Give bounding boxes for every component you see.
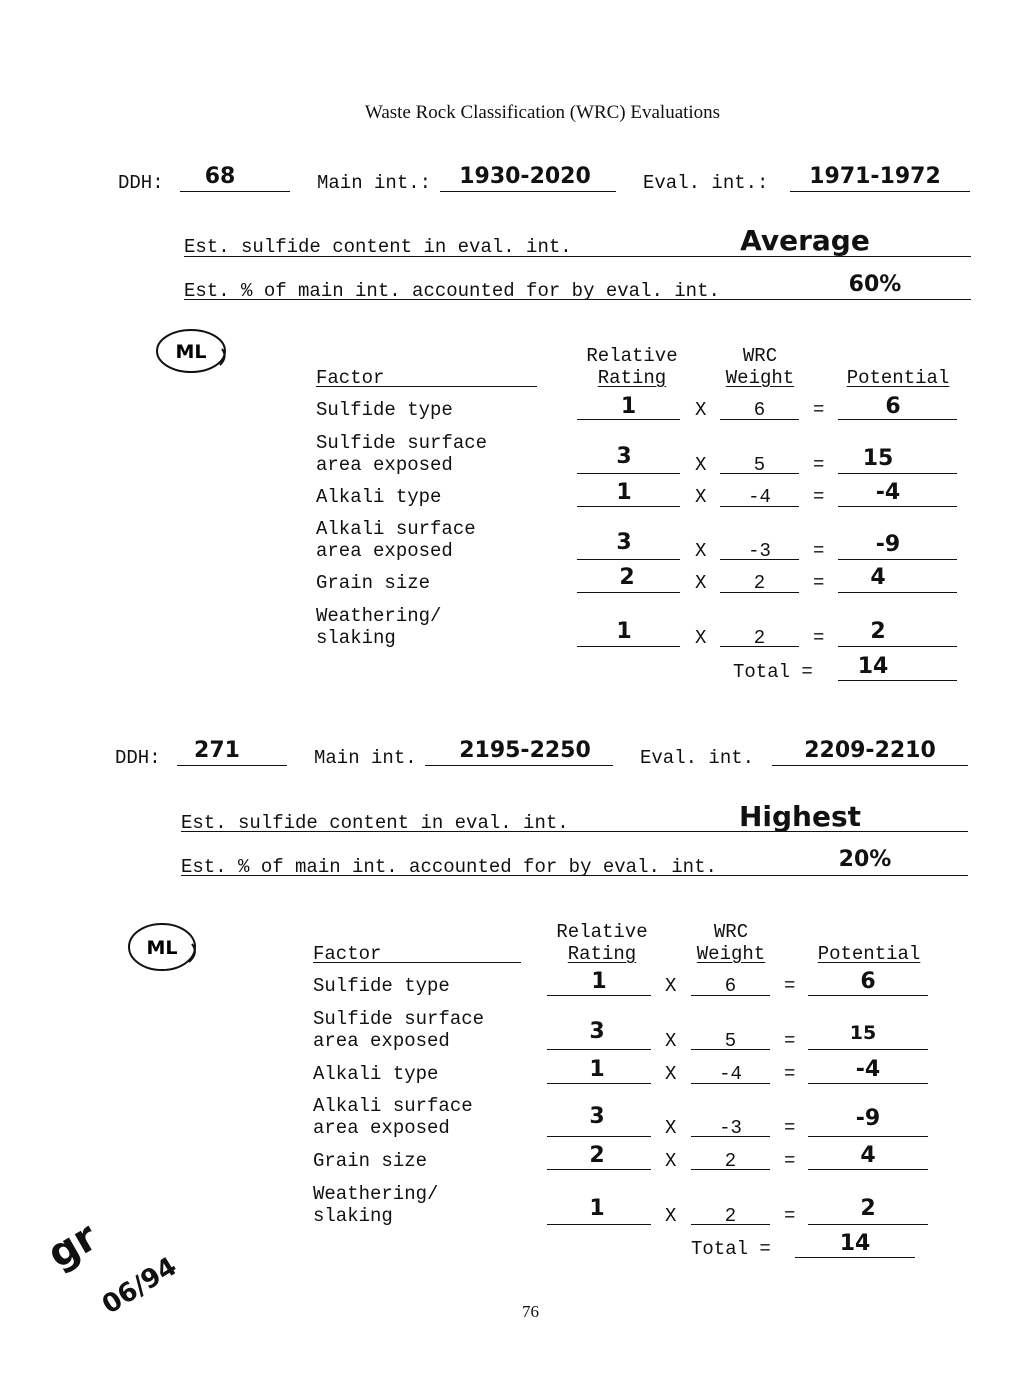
sulfide-content-label: Est. sulfide content in eval. int. [181,812,569,834]
rating-value: 1 [589,1196,605,1221]
times-sign: X [665,1063,677,1085]
header-rating: Rating [597,367,667,389]
ml-stamp [122,918,212,976]
equals-sign: = [813,454,825,476]
factor-label: Sulfide surface [313,1008,485,1030]
header-weight: Weight [696,943,766,965]
times-sign: X [665,1117,677,1139]
factor-label: area exposed [313,1117,450,1139]
times-sign: X [695,627,707,649]
weight-value: -3 [719,1117,742,1139]
weight-value: 5 [724,1030,737,1052]
factor-label: Alkali surface [316,518,476,540]
weight-value: 2 [724,1205,737,1227]
equals-sign: = [784,1117,796,1139]
page-number: 76 [522,1302,539,1321]
weight-value: 6 [753,399,766,421]
header-weight: Weight [725,367,795,389]
rating-value: 3 [589,1019,605,1044]
total-label: Total = [733,661,813,683]
total-value: 14 [857,654,889,679]
potential-value: -9 [875,532,901,557]
eval-int-label: Eval. int.: [643,172,769,194]
times-sign: X [695,399,707,421]
factor-label: Grain size [316,572,431,594]
factor-label: Alkali type [316,486,442,508]
times-sign: X [695,454,707,476]
factor-label: Sulfide type [316,399,453,421]
pct-main-value: 60% [848,272,902,297]
ddh-value: 271 [194,738,240,763]
potential-value: 4 [870,565,886,590]
main-int-label: Main int. [314,747,417,769]
equals-sign: = [784,1030,796,1052]
sulfide-content-value: Average [740,224,870,257]
times-sign: X [665,1030,677,1052]
weight-value: 2 [753,627,766,649]
main-int-value: 2195-2250 [459,738,591,763]
equals-sign: = [784,975,796,997]
times-sign: X [665,1150,677,1172]
header-relative: Relative [586,345,678,367]
pct-main-label: Est. % of main int. accounted for by eval. int. [181,856,717,878]
potential-value: 4 [860,1143,876,1168]
factor-label: area exposed [316,454,453,476]
header-relative: Relative [556,921,648,943]
rating-value: 3 [616,444,632,469]
weight-value: -4 [719,1063,742,1085]
weight-value: -4 [748,486,771,508]
factor-label: area exposed [313,1030,450,1052]
equals-sign: = [813,540,825,562]
header-potential: Potential [817,943,921,965]
page-title: Waste Rock Classification (WRC) Evaluations [364,102,721,123]
potential-value: 15 [849,1022,877,1044]
weight-value: -3 [748,540,771,562]
pct-main-value: 20% [838,847,892,872]
factor-label: area exposed [316,540,453,562]
eval-int-label: Eval. int. [640,747,755,769]
equals-sign: = [813,627,825,649]
header-factor: Factor [313,943,382,965]
times-sign: X [695,486,707,508]
factor-label: Alkali surface [313,1095,473,1117]
rating-value: 3 [616,530,632,555]
ml-stamp-text: ML [146,937,178,959]
factor-label: Sulfide surface [316,432,488,454]
weight-value: 2 [753,572,766,594]
rating-value: 3 [589,1104,605,1129]
header-wrc: WRC [713,921,749,943]
potential-value: 15 [862,446,894,471]
factor-label: Weathering/ [316,605,442,627]
equals-sign: = [813,399,825,421]
main-int-label: Main int.: [317,172,432,194]
times-sign: X [695,572,707,594]
ddh-label: DDH: [118,172,164,194]
ml-stamp-text: ML [175,341,207,363]
times-sign: X [665,1205,677,1227]
times-sign: X [665,975,677,997]
header-wrc: WRC [742,345,778,367]
potential-value: -9 [855,1106,881,1131]
total-value: 14 [839,1231,871,1256]
ddh-label: DDH: [115,747,161,769]
initials-mark: gr [40,1213,105,1278]
factor-label: Alkali type [313,1063,439,1085]
initials-date: 06/94 [97,1251,183,1321]
weight-value: 6 [724,975,737,997]
header-rating: Rating [567,943,637,965]
equals-sign: = [813,572,825,594]
factor-label: slaking [316,627,396,649]
main-int-value: 1930-2020 [459,164,591,189]
rating-value: 1 [591,969,607,994]
rating-value: 1 [616,619,632,644]
weight-value: 5 [753,454,766,476]
equals-sign: = [784,1150,796,1172]
sulfide-content-label: Est. sulfide content in eval. int. [184,236,572,258]
rating-value: 1 [589,1057,605,1082]
ml-stamp [150,325,240,379]
factor-label: slaking [313,1205,393,1227]
equals-sign: = [813,486,825,508]
eval-int-value: 2209-2210 [804,738,936,763]
potential-value: 2 [870,619,886,644]
rating-value: 1 [616,480,632,505]
ddh-value: 68 [204,164,236,189]
equals-sign: = [784,1205,796,1227]
potential-value: -4 [875,480,901,505]
equals-sign: = [784,1063,796,1085]
times-sign: X [695,540,707,562]
rating-value: 2 [619,565,635,590]
header-potential: Potential [846,367,950,389]
rating-value: 1 [620,394,637,419]
factor-label: Weathering/ [313,1183,439,1205]
potential-value: 6 [885,394,901,419]
potential-value: 6 [860,969,876,994]
potential-value: -4 [855,1057,881,1082]
potential-value: 2 [860,1196,876,1221]
sulfide-content-value: Highest [738,800,862,833]
header-factor: Factor [316,367,385,389]
rating-value: 2 [589,1143,605,1168]
factor-label: Grain size [313,1150,428,1172]
factor-label: Sulfide type [313,975,450,997]
eval-int-value: 1971-1972 [809,164,941,189]
weight-value: 2 [724,1150,737,1172]
total-label: Total = [691,1238,771,1260]
pct-main-label: Est. % of main int. accounted for by eval. int. [184,280,720,302]
